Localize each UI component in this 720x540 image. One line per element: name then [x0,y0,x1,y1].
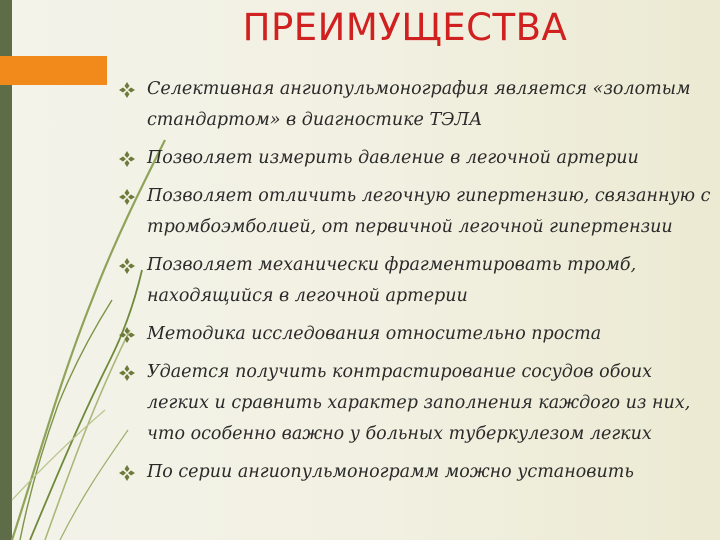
diamond-quad-icon [119,151,135,167]
diamond-quad-icon [119,465,135,481]
diamond-quad-icon [119,82,135,98]
list-item-text: Позволяет механически фрагментировать тромб, находящийся в легочной артерии [147,255,637,306]
diamond-quad-icon [119,189,135,205]
orange-accent-block [0,56,107,85]
list-item [118,457,718,488]
diamond-quad-icon [119,327,135,343]
list-item [118,74,718,136]
advantages-list [118,74,718,495]
list-item [118,143,718,174]
list-item [118,181,718,243]
list-item [118,250,718,312]
list-item-text: Методика исследования относительно проста [147,324,602,344]
list-item-text: Позволяет измерить давление в легочной артерии [147,148,639,168]
diamond-quad-icon [119,258,135,274]
list-item [118,357,718,450]
list-item [118,319,718,350]
list-item-text: Удается получить контрастирование сосудов обоих легких и сравнить характер заполнения каждого из них, что особенно важно у больных туберкулезом легких [147,362,691,444]
list-item-text: Селективная ангиопульмонография является «золотым стандартом» в диагностике ТЭЛА [147,79,691,130]
diamond-quad-icon [119,365,135,381]
list-item-text: Позволяет отличить легочную гипертензию, связанную с тромбоэмболией, от первичной легочной гипертензии [147,186,711,237]
slide-title: ПРЕИМУЩЕСТВА [242,6,568,49]
list-item-text: По серии ангиопульмонограмм можно установить [147,462,634,482]
